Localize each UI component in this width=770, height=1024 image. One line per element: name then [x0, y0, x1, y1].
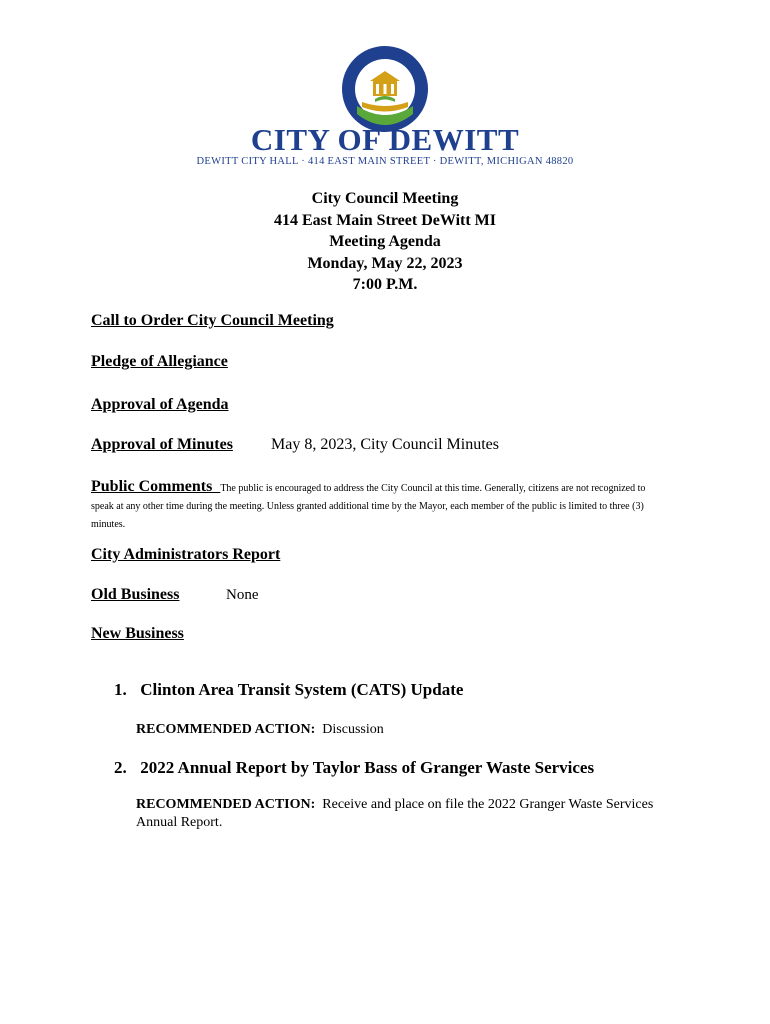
meeting-location: 414 East Main Street DeWitt MI: [273, 211, 497, 229]
agenda-item-2: [114, 758, 594, 778]
recommended-action-text: Discussion: [322, 722, 384, 737]
approval-minutes-detail: May 8, 2023, City Council Minutes: [271, 436, 499, 453]
old-business-heading: Old Business: [91, 586, 180, 603]
call-to-order-heading: Call to Order City Council Meeting: [91, 312, 334, 329]
item-number: 2.: [114, 758, 127, 777]
city-address: DEWITT CITY HALL · 414 EAST MAIN STREET · DEWITT, MICHIGAN 48820: [196, 156, 574, 167]
city-seal-logo: [340, 44, 430, 134]
item-title: 2022 Annual Report by Taylor Bass of Granger Waste Services: [140, 758, 595, 777]
recommended-action-label: RECOMMENDED ACTION:: [136, 722, 323, 737]
approval-minutes-heading: Approval of Minutes: [91, 436, 233, 453]
approval-agenda-heading: Approval of Agenda: [91, 396, 229, 413]
meeting-title: City Council Meeting: [311, 190, 459, 207]
old-business-detail: None: [226, 587, 259, 603]
meeting-doc-type: Meeting Agenda: [329, 233, 441, 250]
item-1-action: [136, 721, 656, 739]
public-comments-heading: Public Comments: [91, 478, 221, 495]
item-number: 1.: [114, 680, 127, 699]
item-title: Clinton Area Transit System (CATS) Update: [140, 680, 464, 699]
recommended-action-label: RECOMMENDED ACTION:: [136, 797, 323, 812]
meeting-time: 7:00 P.M.: [352, 276, 418, 293]
administrators-report-heading: City Administrators Report: [91, 546, 281, 563]
meeting-date: Monday, May 22, 2023: [307, 254, 463, 272]
new-business-heading: New Business: [91, 625, 184, 642]
public-comments-text: The public is encouraged to address the City Council at this time. Generally, citizens are not recognized to speak at any other time during the meeting. Unless granted additional time by the Mayor, each member of the public is limited to three (3) minutes.: [91, 483, 646, 530]
item-2-action: [136, 796, 656, 832]
public-comments-block: [91, 478, 651, 532]
agenda-item-1: [114, 680, 463, 700]
recommended-action-text: Receive and place on file the 2022 Granger Waste Services Annual Report.: [136, 797, 654, 830]
pledge-heading: Pledge of Allegiance: [91, 353, 228, 370]
city-name: CITY OF DEWITT: [250, 122, 520, 157]
meeting-heading: [0, 188, 770, 296]
